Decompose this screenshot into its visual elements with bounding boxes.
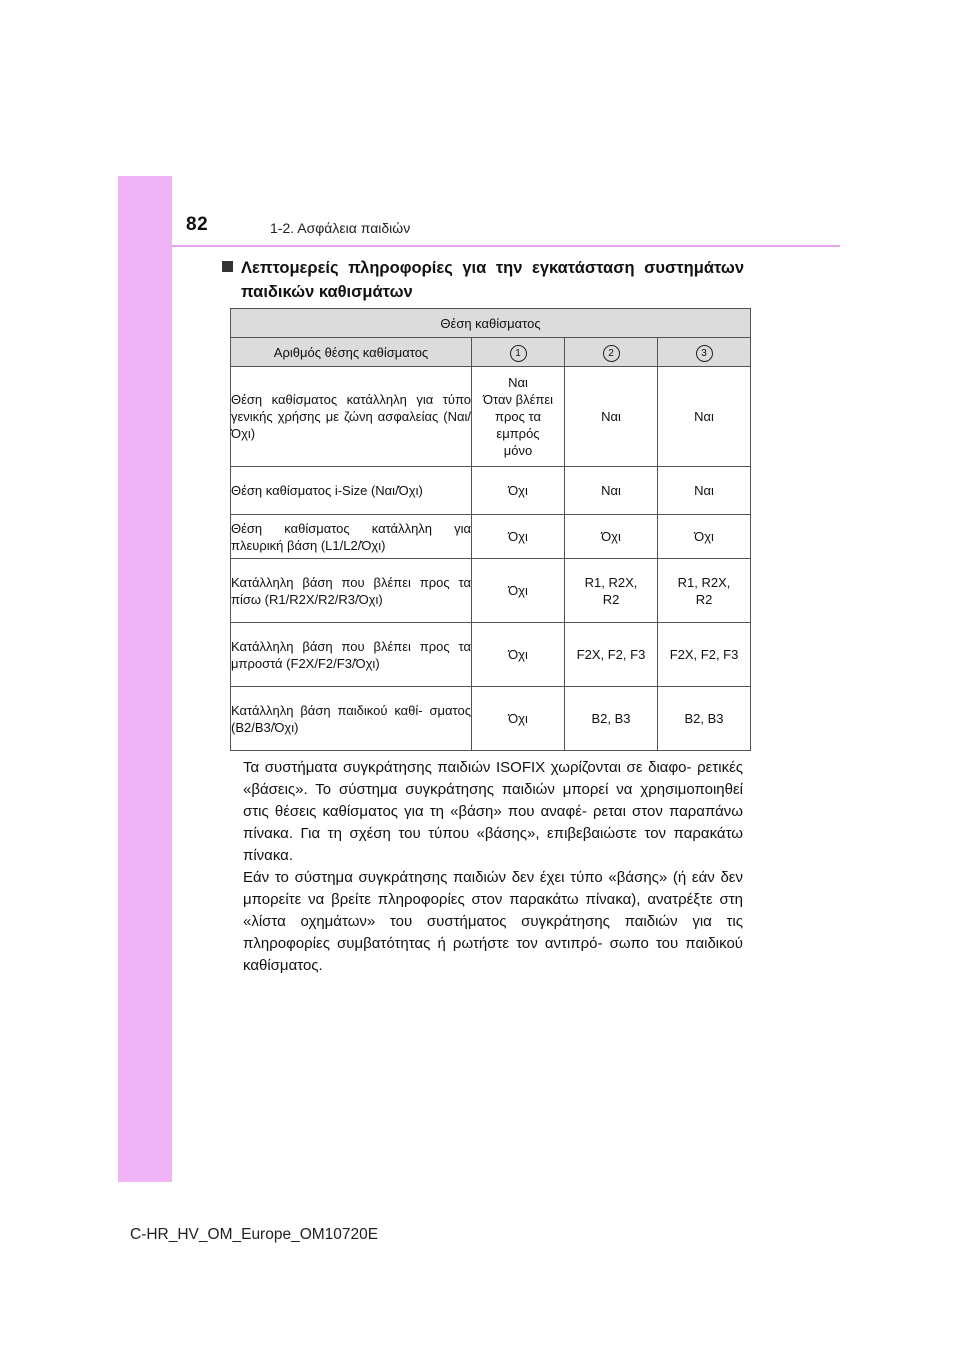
row-label: Θέση καθίσματος κατάλληλη για πλευρική βάση (L1/L2/Όχι) [231,515,472,559]
cell-position-3 [658,467,751,515]
seat-position-1 [472,338,565,367]
cell-line: Όχι [694,529,714,544]
heading-line-2: παιδικών καθισμάτων [241,283,413,301]
row-label: Κατάλληλη βάση που βλέπει προς τα μπροστά (F2X/F2/F3/Όχι) [231,623,472,687]
cell-position-1 [472,623,565,687]
seat-number-label: Αριθμός θέσης καθίσματος [231,338,472,367]
cell-line: R2 [695,591,713,607]
cell-line: B2, B3 [591,711,631,726]
section-title: 1-2. Ασφάλεια παιδιών [270,220,411,236]
cell-position-1 [472,559,565,623]
cell-line: B2, B3 [684,711,724,726]
cell-line: Ναι [601,409,621,424]
table-row [231,623,751,687]
row-label: Θέση καθίσματος κατάλληλη για τύπο γενικής χρήσης με ζώνη ασφαλείας (Ναι/Όχι) [231,367,472,467]
cell-position-3 [658,515,751,559]
section-heading [222,256,744,304]
cell-position-3 [658,367,751,467]
cell-position-1 [472,467,565,515]
cell-position-1 [472,515,565,559]
cell-line: Όχι [508,647,528,662]
cell-line: μόνο [503,443,533,458]
cell-line: R1, R2X, [677,574,731,590]
cell-position-2 [565,467,658,515]
table-row [231,467,751,515]
table-row [231,687,751,751]
table-row [231,367,751,467]
side-tab-bar [118,176,172,1182]
table-body [231,367,751,751]
cell-line: προς τα [495,409,541,424]
cell-line: Ναι [601,483,621,498]
cell-position-2 [565,515,658,559]
cell-position-3 [658,559,751,623]
cell-position-2 [565,367,658,467]
seat-position-2 [565,338,658,367]
cell-position-3 [658,687,751,751]
cell-position-1 [472,367,565,467]
cell-position-1 [472,687,565,751]
circled-number-icon: 3 [696,345,713,362]
cell-line: Όταν βλέπει [482,392,554,407]
cell-position-2 [565,687,658,751]
page-number: 82 [186,214,209,235]
circled-number-icon: 1 [510,345,527,362]
cell-line: Όχι [508,711,528,726]
square-bullet-icon [222,261,233,272]
cell-line: Ναι [508,375,528,390]
table-title: Θέση καθίσματος [231,309,751,338]
heading-line-1: Λεπτομερείς πληροφορίες για την εγκατάσταση συστημάτων [241,259,744,277]
cell-line: R2 [602,591,620,607]
body-text [243,757,743,977]
table-row [231,559,751,623]
cell-position-2 [565,559,658,623]
circled-number-icon: 2 [603,345,620,362]
cell-position-3 [658,623,751,687]
row-label: Θέση καθίσματος i-Size (Ναι/Όχι) [231,467,472,515]
paragraph-isofix-bases: Τα συστήματα συγκράτησης παιδιών ISOFIX χωρίζονται σε διαφο- ρετικές «βάσεις». Το σύστημα συγκράτησης παιδιών μπορεί να χρησιμοποιηθεί στις θέσεις καθίσματος για τη «βάση» που αναφέ- ρεται στον παραπάνω πίνακα. Για τη σχέση του τύπου «βάσης», επιβεβαιώστε τον παρακάτω πίνακα. [243,759,743,864]
seat-compatibility-table [230,308,751,751]
table-header-row [231,338,751,367]
cell-line: F2X, F2, F3 [669,647,739,662]
row-label: Κατάλληλη βάση που βλέπει προς τα πίσω (R1/R2X/R2/R3/Όχι) [231,559,472,623]
cell-position-2 [565,623,658,687]
paragraph-no-base-type: Εάν το σύστημα συγκράτησης παιδιών δεν έχει τύπο «βάσης» (ή εάν δεν μπορείτε να βρείτε πληροφορίες στον παρακάτω πίνακα), ανατρέξτε στη «λίστα οχημάτων» του συστήματος συγκράτησης παιδιών για τις πληροφορίες συμβατότητας ή ρωτήστε τον αντιπρό- σωπο του παιδικού καθίσματος. [243,869,743,974]
header-divider [172,245,840,247]
cell-line: Όχι [508,529,528,544]
cell-line: F2X, F2, F3 [576,647,646,662]
cell-line: Όχι [601,529,621,544]
cell-line: R1, R2X, [584,574,638,590]
row-label: Κατάλληλη βάση παιδικού καθί- σματος (B2/B3/Όχι) [231,687,472,751]
cell-line: εμπρός [496,426,540,441]
table-row [231,515,751,559]
document-code: C-HR_HV_OM_Europe_OM10720E [130,1226,379,1243]
cell-line: Ναι [694,483,714,498]
cell-line: Ναι [694,409,714,424]
seat-position-3 [658,338,751,367]
cell-line: Όχι [508,483,528,498]
cell-line: Όχι [508,583,528,598]
